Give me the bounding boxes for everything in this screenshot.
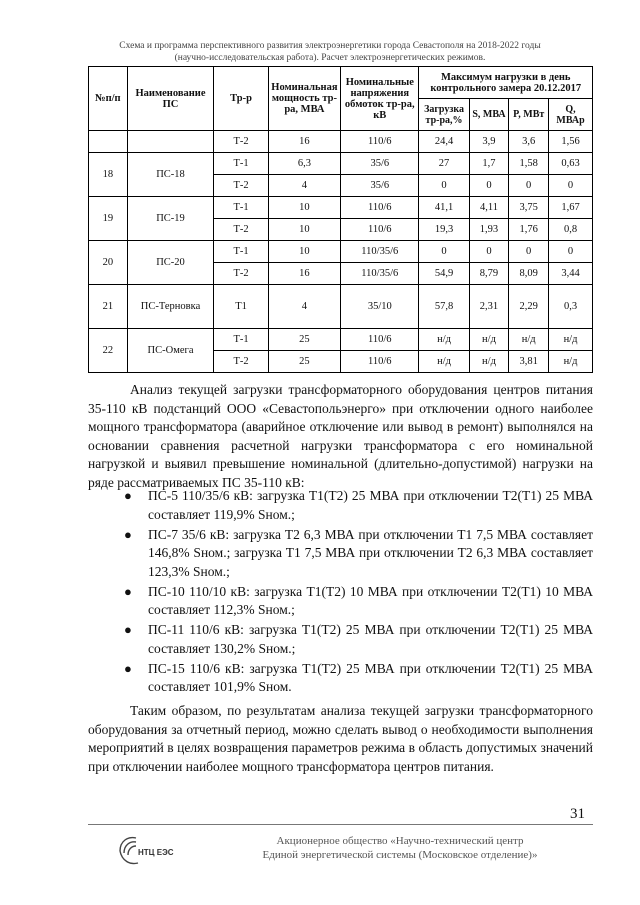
cell-num: 22	[89, 329, 128, 373]
cell-name: ПС-20	[127, 241, 214, 285]
cell-load: н/д	[419, 351, 469, 373]
list-item	[88, 583, 593, 620]
col-header-voltage: Номинальные напряжения обмоток тр-ра, кВ	[341, 67, 419, 131]
cell-voltage: 110/35/6	[341, 263, 419, 285]
cell-power: 6,3	[268, 153, 340, 175]
col-header-name: Наименование ПС	[127, 67, 214, 131]
cell-s: 2,31	[469, 285, 509, 329]
cell-tr: Т-2	[214, 131, 268, 153]
bullet-icon: ●	[124, 622, 132, 637]
cell-tr: Т-2	[214, 263, 268, 285]
cell-q: 0,63	[549, 153, 593, 175]
list-item-text: ПС-5 110/35/6 кВ: загрузка Т1(Т2) 25 МВА при отключении Т2(Т1) 25 МВА составляет 119,9% Sном.;	[148, 488, 593, 522]
cell-load: 24,4	[419, 131, 469, 153]
cell-name: ПС-Терновка	[127, 285, 214, 329]
cell-voltage: 35/10	[341, 285, 419, 329]
cell-load: 27	[419, 153, 469, 175]
cell-load: 19,3	[419, 219, 469, 241]
cell-s: н/д	[469, 351, 509, 373]
cell-voltage: 110/6	[341, 351, 419, 373]
cell-s: 1,7	[469, 153, 509, 175]
table-body	[89, 131, 593, 373]
list-item	[88, 487, 593, 524]
cell-power: 16	[268, 263, 340, 285]
cell-tr: Т-1	[214, 241, 268, 263]
col-header-transformer: Тр-р	[214, 67, 268, 131]
cell-voltage: 110/35/6	[341, 241, 419, 263]
cell-load: 57,8	[419, 285, 469, 329]
cell-p: 3,6	[509, 131, 549, 153]
cell-p: 3,81	[509, 351, 549, 373]
footer-line-2: Единой энергетической системы (Московское отделение)»	[262, 849, 538, 861]
cell-p: н/д	[509, 329, 549, 351]
cell-num: 19	[89, 197, 128, 241]
cell-load: н/д	[419, 329, 469, 351]
cell-power: 16	[268, 131, 340, 153]
page-footer	[200, 834, 600, 862]
bullet-icon: ●	[124, 526, 132, 542]
intro-paragraph: Анализ текущей загрузки трансформаторного оборудования центров питания 35-110 кВ подстанций ООО «Севастопольэнерго» при отключении одного наиболее мощного трансформатора (аварийное отключение или вывод в ремонт) выполнялся на основании сравнения расчетной нагрузки трансформатора с его номинальной нагрузкой и выявил превышение номинальной (длительно-допустимой) нагрузки на ряде рассматриваемых ПС 35-110 кВ:	[88, 382, 593, 490]
header-line-1: Схема и программа перспективного развития электроэнергетики города Севастополя на 2018-2022 годы	[119, 41, 541, 51]
cell-voltage: 35/6	[341, 175, 419, 197]
cell-power: 10	[268, 241, 340, 263]
cell-name: ПС-19	[127, 197, 214, 241]
cell-s: н/д	[469, 329, 509, 351]
table-row	[89, 285, 593, 329]
col-header-q: Q, МВАр	[549, 99, 593, 131]
bullet-icon: ●	[124, 488, 132, 503]
company-logo-icon	[116, 833, 178, 869]
cell-s: 0	[469, 241, 509, 263]
table-row	[89, 329, 593, 351]
col-header-p: P, МВт	[509, 99, 549, 131]
cell-tr: Т-2	[214, 219, 268, 241]
cell-q: 1,67	[549, 197, 593, 219]
cell-load: 54,9	[419, 263, 469, 285]
footer-divider	[88, 824, 593, 825]
cell-q: н/д	[549, 329, 593, 351]
table-row	[89, 131, 593, 153]
list-item-text: ПС-7 35/6 кВ: загрузка Т2 6,3 МВА при отключении Т1 7,5 МВА составляет 146,8% Sном.; загрузка Т1 7,5 МВА при отключении Т2 6,3 МВА составляет 123,3% Sном.;	[148, 526, 593, 579]
cell-p: 3,75	[509, 197, 549, 219]
col-header-power: Номинальная мощность тр-ра, МВА	[268, 67, 340, 131]
cell-s: 1,93	[469, 219, 509, 241]
conclusion-paragraph: Таким образом, по результатам анализа текущей загрузки трансформаторного оборудования за отчетный период, можно сделать вывод о необходимости выполнения мероприятий в целях возвращения параметров режима в область допустимых значений при отключении наиболее мощного трансформатора центров питания.	[88, 703, 593, 774]
transformer-load-table	[88, 66, 593, 373]
cell-voltage: 110/6	[341, 329, 419, 351]
cell-p: 1,76	[509, 219, 549, 241]
list-item	[88, 526, 593, 582]
cell-s: 4,11	[469, 197, 509, 219]
list-item-text: ПС-11 110/6 кВ: загрузка Т1(Т2) 25 МВА при отключении Т2(Т1) 25 МВА составляет 130,2% Sном.;	[148, 622, 593, 656]
cell-tr: Т-1	[214, 197, 268, 219]
cell-power: 10	[268, 219, 340, 241]
col-header-s: S, МВА	[469, 99, 509, 131]
cell-q: 0	[549, 175, 593, 197]
table-row	[89, 241, 593, 263]
cell-num	[89, 131, 128, 153]
cell-s: 0	[469, 175, 509, 197]
list-item	[88, 621, 593, 658]
cell-name	[127, 131, 214, 153]
cell-power: 25	[268, 351, 340, 373]
table-row	[89, 197, 593, 219]
list-item	[88, 660, 593, 697]
cell-name: ПС-18	[127, 153, 214, 197]
footer-line-1: Акционерное общество «Научно-технический центр	[276, 835, 524, 847]
col-header-max-load-group: Максимум нагрузки в день контрольного замера 20.12.2017	[419, 67, 593, 99]
col-header-load: Загрузка тр-ра,%	[419, 99, 469, 131]
list-item-text: ПС-15 110/6 кВ: загрузка Т1(Т2) 25 МВА при отключении Т2(Т1) 25 МВА составляет 101,9% Sном.	[148, 660, 593, 694]
cell-tr: Т-2	[214, 351, 268, 373]
overload-list	[88, 487, 593, 698]
cell-s: 3,9	[469, 131, 509, 153]
cell-tr: Т1	[214, 285, 268, 329]
cell-q: 3,44	[549, 263, 593, 285]
running-header	[60, 40, 600, 64]
page-number: 31	[570, 806, 585, 822]
table-row	[89, 153, 593, 175]
cell-power: 4	[268, 285, 340, 329]
cell-name: ПС-Омега	[127, 329, 214, 373]
cell-voltage: 110/6	[341, 219, 419, 241]
cell-tr: Т-1	[214, 153, 268, 175]
cell-power: 4	[268, 175, 340, 197]
cell-q: 0	[549, 241, 593, 263]
cell-tr: Т-2	[214, 175, 268, 197]
cell-voltage: 110/6	[341, 197, 419, 219]
col-header-num: №п/п	[89, 67, 128, 131]
cell-load: 0	[419, 241, 469, 263]
cell-p: 2,29	[509, 285, 549, 329]
logo-text: НТЦ ЕЭС	[138, 848, 174, 857]
cell-num: 20	[89, 241, 128, 285]
cell-voltage: 110/6	[341, 131, 419, 153]
cell-q: н/д	[549, 351, 593, 373]
cell-q: 0,3	[549, 285, 593, 329]
cell-load: 41,1	[419, 197, 469, 219]
cell-tr: Т-1	[214, 329, 268, 351]
cell-q: 1,56	[549, 131, 593, 153]
cell-q: 0,8	[549, 219, 593, 241]
cell-p: 0	[509, 241, 549, 263]
cell-voltage: 35/6	[341, 153, 419, 175]
cell-power: 25	[268, 329, 340, 351]
list-item-text: ПС-10 110/10 кВ: загрузка Т1(Т2) 10 МВА при отключении Т2(Т1) 10 МВА составляет 112,3% Sном.;	[148, 583, 593, 617]
cell-p: 1,58	[509, 153, 549, 175]
bullet-icon: ●	[124, 660, 132, 676]
header-line-2: (научно-исследовательская работа). Расчет электроэнергетических режимов.	[174, 53, 486, 63]
cell-p: 8,09	[509, 263, 549, 285]
bullet-icon: ●	[124, 583, 132, 599]
cell-load: 0	[419, 175, 469, 197]
cell-s: 8,79	[469, 263, 509, 285]
cell-num: 21	[89, 285, 128, 329]
cell-p: 0	[509, 175, 549, 197]
cell-num: 18	[89, 153, 128, 197]
cell-power: 10	[268, 197, 340, 219]
